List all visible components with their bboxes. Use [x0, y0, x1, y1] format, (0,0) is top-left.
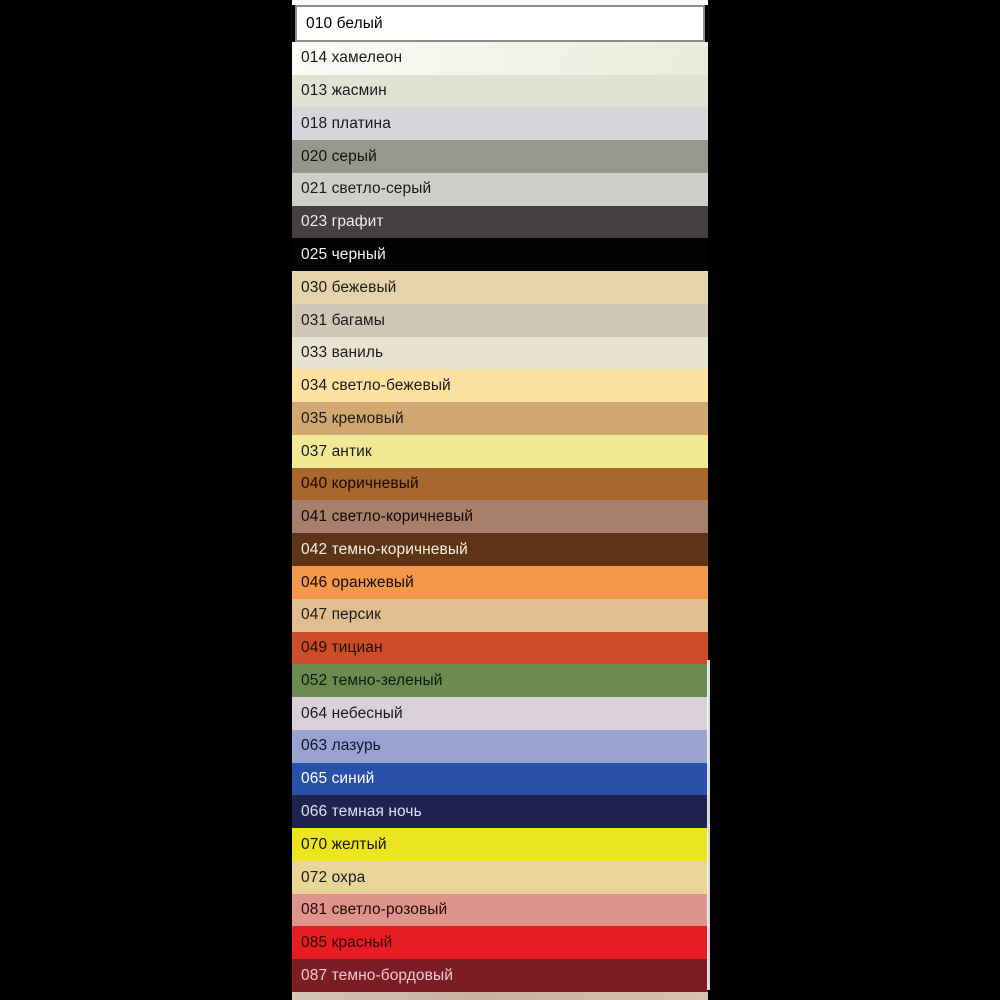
bottom-strip — [292, 992, 708, 1000]
swatch-label: 085 красный — [301, 934, 393, 952]
color-swatch-row — [292, 435, 708, 468]
color-swatch-row — [292, 632, 708, 665]
color-swatch-row — [292, 206, 708, 239]
swatch-label: 035 кремовый — [301, 409, 404, 427]
color-swatch-row — [292, 140, 708, 173]
color-swatch-row — [292, 75, 708, 108]
swatch-label: 070 желтый — [301, 835, 387, 853]
color-swatch-row — [292, 599, 708, 632]
color-swatch-row — [292, 795, 708, 828]
color-swatch-row — [292, 402, 708, 435]
swatch-label: 010 белый — [306, 14, 383, 32]
swatch-label: 020 серый — [301, 147, 377, 165]
edge-highlight — [707, 660, 710, 990]
color-swatch-row — [292, 107, 708, 140]
swatch-list — [292, 5, 708, 992]
swatch-label: 014 хамелеон — [301, 49, 403, 67]
swatch-label: 013 жасмин — [301, 82, 387, 100]
color-swatch-row — [292, 337, 708, 370]
color-swatch-row — [292, 926, 708, 959]
swatch-label: 031 багамы — [301, 311, 386, 329]
swatch-label: 018 платина — [301, 114, 391, 132]
color-swatch-row — [292, 533, 708, 566]
color-chart — [292, 0, 708, 1000]
color-swatch-row — [292, 500, 708, 533]
color-swatch-row — [295, 5, 705, 42]
color-swatch-row — [292, 369, 708, 402]
swatch-label: 047 персик — [301, 606, 381, 624]
swatch-label: 037 антик — [301, 442, 372, 460]
color-swatch-row — [292, 894, 708, 927]
color-swatch-row — [292, 271, 708, 304]
swatch-label: 040 коричневый — [301, 475, 419, 493]
color-swatch-row — [292, 697, 708, 730]
color-swatch-row — [292, 730, 708, 763]
color-swatch-row — [292, 566, 708, 599]
color-swatch-row — [292, 828, 708, 861]
color-swatch-row — [292, 238, 708, 271]
swatch-label: 064 небесный — [301, 704, 403, 722]
color-swatch-row — [292, 468, 708, 501]
swatch-label: 030 бежевый — [301, 278, 397, 296]
swatch-label: 023 графит — [301, 213, 384, 231]
swatch-label: 063 лазурь — [301, 737, 381, 755]
swatch-label: 087 темно-бордовый — [301, 966, 453, 984]
color-swatch-row — [292, 959, 708, 992]
color-swatch-row — [292, 763, 708, 796]
swatch-label: 065 синий — [301, 770, 375, 788]
swatch-label: 052 темно-зеленый — [301, 671, 443, 689]
color-swatch-row — [292, 173, 708, 206]
swatch-label: 034 светло-бежевый — [301, 377, 451, 395]
swatch-label: 042 темно-коричневый — [301, 540, 468, 558]
color-swatch-row — [292, 861, 708, 894]
swatch-label: 066 темная ночь — [301, 803, 422, 820]
swatch-label: 072 охра — [301, 868, 366, 886]
swatch-label: 041 светло-коричневый — [301, 508, 474, 526]
color-swatch-row — [292, 304, 708, 337]
swatch-label: 021 светло-серый — [301, 180, 432, 198]
swatch-label: 025 черный — [301, 245, 386, 263]
color-swatch-row — [292, 664, 708, 697]
swatch-label: 046 оранжевый — [301, 573, 414, 591]
swatch-label: 049 тициан — [301, 639, 383, 657]
color-swatch-row — [292, 42, 708, 75]
swatch-label: 033 ваниль — [301, 344, 384, 362]
swatch-label: 081 светло-розовый — [301, 901, 448, 919]
